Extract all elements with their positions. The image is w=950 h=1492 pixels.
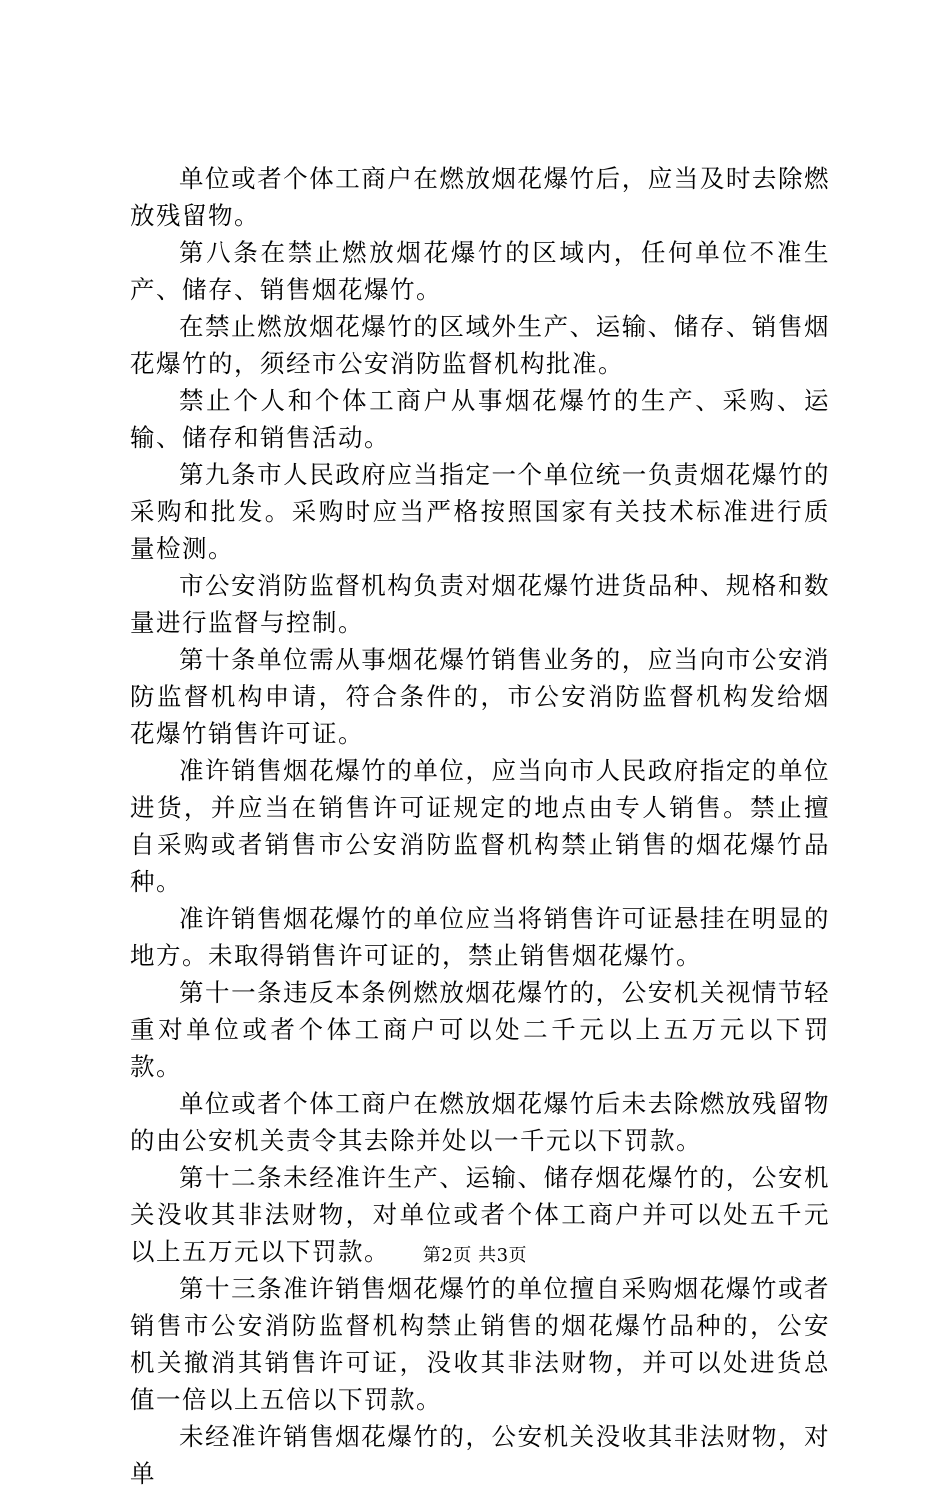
paragraph: 准许销售烟花爆竹的单位应当将销售许可证悬挂在明显的地方。未取得销售许可证的，禁止销售烟花爆竹。	[130, 904, 830, 970]
page-number-footer: 第2页 共3页	[422, 1245, 528, 1266]
paragraph: 单位或者个体工商户在燃放烟花爆竹后，应当及时去除燃放残留物。	[130, 164, 830, 230]
document-body	[130, 160, 830, 1492]
paragraph: 未经准许销售烟花爆竹的，公安机关没收其非法财物，对单	[130, 1422, 830, 1488]
paragraph: 第十条单位需从事烟花爆竹销售业务的，应当向市公安消防监督机构申请，符合条件的，市公安消防监督机构发给烟花爆竹销售许可证。	[130, 645, 830, 748]
paragraph: 第八条在禁止燃放烟花爆竹的区域内，任何单位不准生产、储存、销售烟花爆竹。	[130, 238, 830, 304]
paragraph: 准许销售烟花爆竹的单位，应当向市人民政府指定的单位进货，并应当在销售许可证规定的地点由专人销售。禁止擅自采购或者销售市公安消防监督机构禁止销售的烟花爆竹品种。	[130, 756, 830, 896]
paragraph: 第十二条未经准许生产、运输、储存烟花爆竹的，公安机关没收其非法财物，对单位或者个体工商户并可以处五千元以上五万元以下罚款。	[130, 1163, 830, 1266]
paragraph: 市公安消防监督机构负责对烟花爆竹进货品种、规格和数量进行监督与控制。	[130, 571, 830, 637]
paragraph: 单位或者个体工商户在燃放烟花爆竹后未去除燃放残留物的由公安机关责令其去除并处以一千元以下罚款。	[130, 1089, 830, 1155]
paragraph: 第九条市人民政府应当指定一个单位统一负责烟花爆竹的采购和批发。采购时应当严格按照国家有关技术标准进行质量检测。	[130, 460, 830, 563]
paragraph: 第十一条违反本条例燃放烟花爆竹的，公安机关视情节轻重对单位或者个体工商户可以处二千元以上五万元以下罚款。	[130, 978, 830, 1081]
paragraph: 在禁止燃放烟花爆竹的区域外生产、运输、储存、销售烟花爆竹的，须经市公安消防监督机构批准。	[130, 312, 830, 378]
paragraph: 第十三条准许销售烟花爆竹的单位擅自采购烟花爆竹或者销售市公安消防监督机构禁止销售的烟花爆竹品种的，公安机关撤消其销售许可证，没收其非法财物，并可以处进货总值一倍以上五倍以下罚款。	[130, 1274, 830, 1414]
paragraph: 禁止个人和个体工商户从事烟花爆竹的生产、采购、运输、储存和销售活动。	[130, 386, 830, 452]
